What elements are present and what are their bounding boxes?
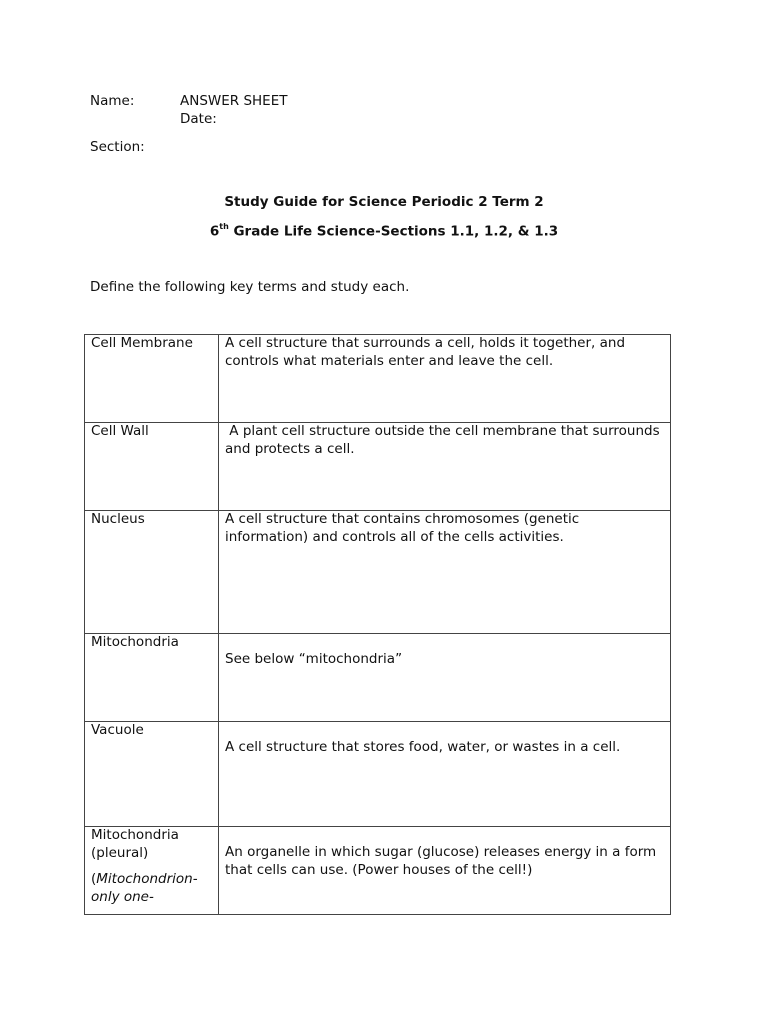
term-cell: Cell Wall	[85, 423, 219, 511]
table-row	[85, 423, 671, 511]
term-note-paren: (	[91, 871, 97, 887]
term-note	[91, 871, 212, 906]
term-cell	[85, 827, 219, 915]
definition-cell: An organelle in which sugar (glucose) releases energy in a form that cells can use. (Power houses of the cell!)	[219, 827, 671, 915]
definition-cell: A cell structure that stores food, water, or wastes in a cell.	[219, 722, 671, 827]
study-guide-title: Study Guide for Science Periodic 2 Term 2	[224, 194, 544, 210]
table-row	[85, 722, 671, 827]
term-note-text: Mitochondrion- only one-	[91, 871, 198, 905]
grade-rest: Grade Life Science-Sections 1.1, 1.2, & 1.3	[228, 223, 559, 240]
term-cell: Cell Membrane	[85, 335, 219, 423]
term-cell: Nucleus	[85, 511, 219, 634]
table-row	[85, 335, 671, 423]
grade-number: 6	[209, 223, 220, 240]
table-row	[85, 634, 671, 722]
key-terms-table	[84, 334, 671, 915]
grade-suffix: th	[219, 222, 229, 231]
term-label: Mitochondria (pleural)	[91, 827, 179, 861]
definition-cell: A cell structure that contains chromosomes (genetic information) and controls all of the cells activities.	[219, 511, 671, 634]
term-cell: Vacuole	[85, 722, 219, 827]
name-value: ANSWER SHEET	[180, 93, 288, 109]
term-cell: Mitochondria	[85, 634, 219, 722]
table-row	[85, 827, 671, 915]
name-label: Name:	[90, 93, 135, 109]
grade-subtitle	[0, 223, 768, 240]
table-row	[85, 511, 671, 634]
date-label: Date:	[180, 111, 217, 127]
section-label: Section:	[90, 139, 145, 155]
definition-cell: A cell structure that surrounds a cell, holds it together, and controls what materials enter and leave the cell.	[219, 335, 671, 423]
definition-cell: See below “mitochondria”	[219, 634, 671, 722]
instruction-text: Define the following key terms and study each.	[90, 279, 410, 295]
definition-cell: A plant cell structure outside the cell membrane that surrounds and protects a cell.	[219, 423, 671, 511]
